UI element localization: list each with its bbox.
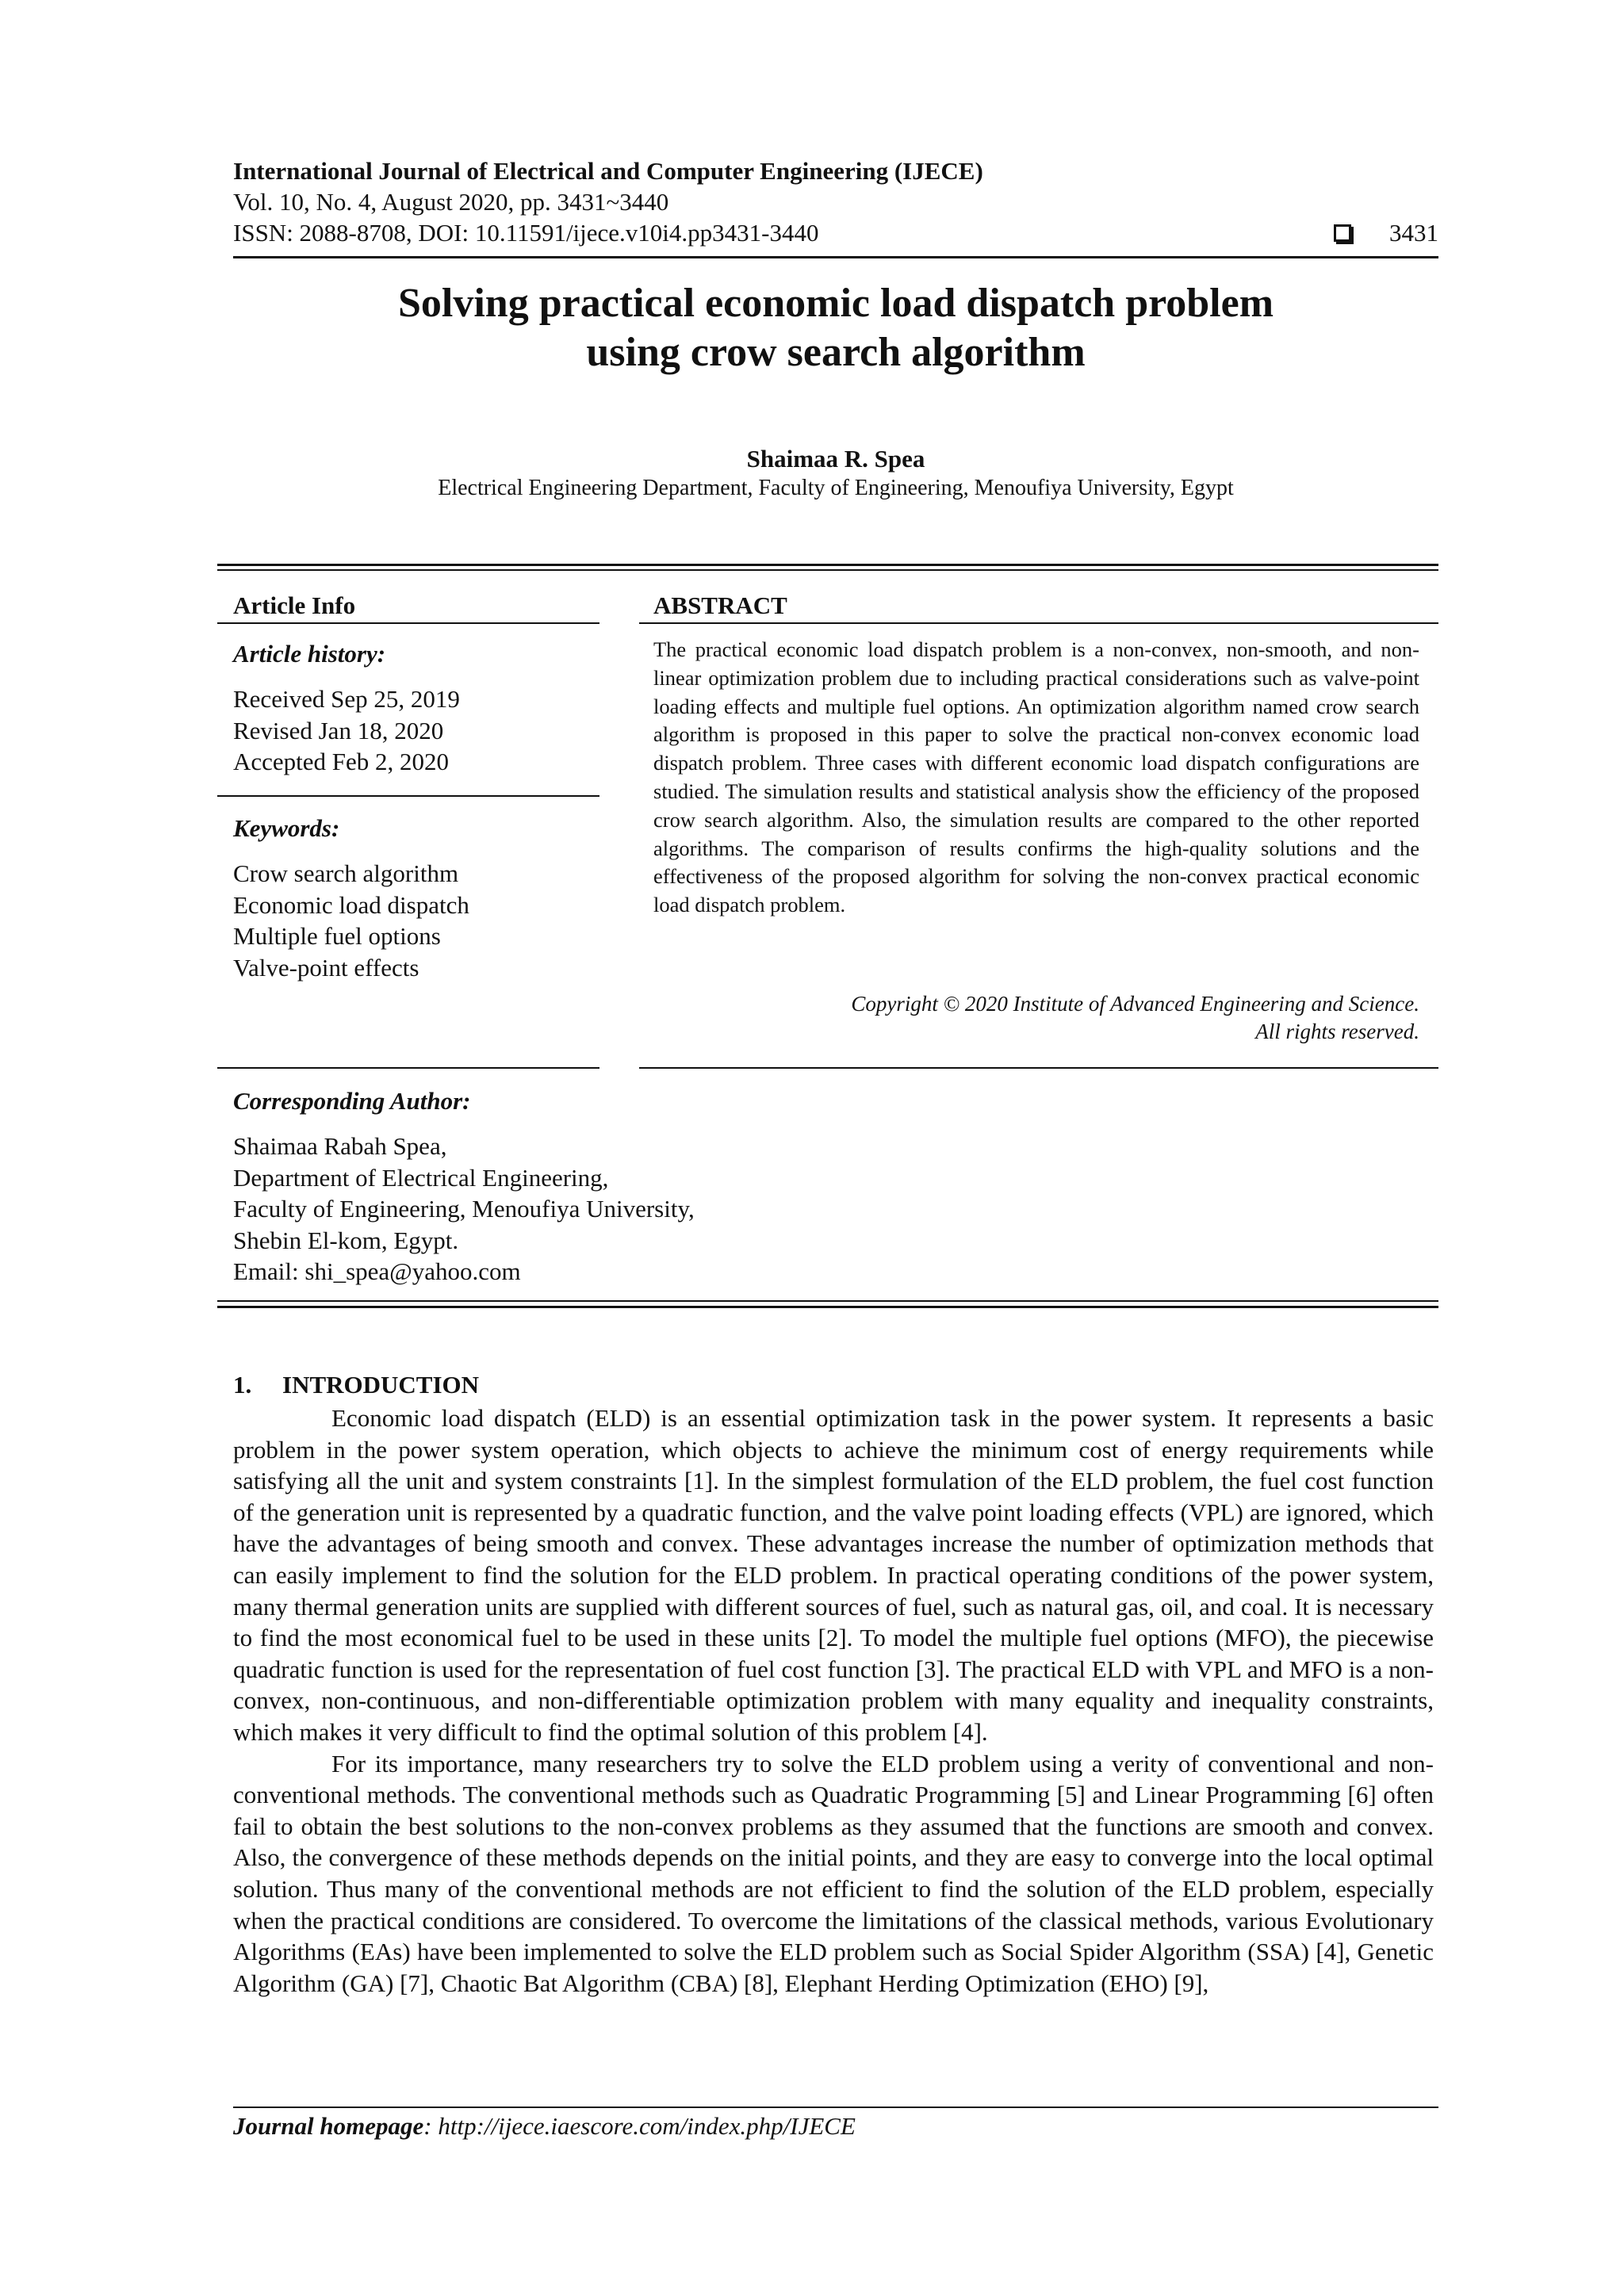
paper-title xyxy=(233,279,1438,377)
article-info-heading: Article Info xyxy=(233,591,356,619)
author-affiliation: Electrical Engineering Department, Faculty of Engineering, Menoufiya University, Egypt xyxy=(438,476,1234,500)
abstract-top-rule xyxy=(639,622,1438,624)
keywords-list xyxy=(233,858,599,983)
abstract-text: The practical economic load dispatch problem is a non-convex, non-smooth, and non-linear optimization problem due to including practical considerations such as valve-point loading effects and multiple fuel options. An optimization algorithm named crow search algorithm is proposed in this paper to solve the practical non-convex economic load dispatch problem. Three cases with different economic load dispatch configurations are studied. The simulation results and statistical analysis show the efficiency of the proposed crow search algorithm. Also, the simulation results are compared to the other reported algorithms. The comparison of results confirms the high-quality solutions and the effectiveness of the proposed algorithm for solving the non-convex practical economic load dispatch problem. xyxy=(653,637,1419,917)
history-keywords-rule xyxy=(217,795,599,797)
keywords-bottom-rule xyxy=(217,1067,599,1069)
abstract-bottom-rule xyxy=(639,1067,1438,1069)
corresponding-name: Shaimaa Rabah Spea, xyxy=(233,1132,447,1160)
running-header xyxy=(233,155,1438,248)
corresponding-faculty: Faculty of Engineering, Menoufiya University, xyxy=(233,1195,695,1223)
info-box-top-rule xyxy=(217,564,1438,566)
accepted-date: Accepted Feb 2, 2020 xyxy=(233,748,450,775)
copyright-line-2: All rights reserved. xyxy=(1255,1020,1419,1043)
square-bullet-icon xyxy=(1334,224,1351,242)
corresponding-email: Email: shi_spea@yahoo.com xyxy=(233,1257,521,1285)
article-history-list xyxy=(233,683,599,778)
section-heading-introduction: 1. INTRODUCTION xyxy=(233,1371,480,1399)
journal-homepage-footer xyxy=(233,2111,856,2141)
keyword-item: Valve-point effects xyxy=(233,953,419,982)
abstract-heading: ABSTRACT xyxy=(653,591,787,619)
footer-label: Journal homepage xyxy=(233,2112,424,2140)
author-name: Shaimaa R. Spea xyxy=(746,445,925,473)
corresponding-city: Shebin El-kom, Egypt. xyxy=(233,1226,459,1254)
introduction-paragraph-2: For its importance, many researchers try to solve the ELD problem using a verity of conventional and non-conventional methods. The conventional methods such as Quadratic Programming [5] and Linear Programming [6] often fail to obtain the best solutions to the non-convex problems as they assumed that the functions are smooth and convex. Also, the convergence of these methods depends on the initial points, and they are easy to converge into the local optimal solution. Thus many of the conventional methods are not efficient to find the solution of the ELD problem, especially when the practical conditions are considered. To overcome the limitations of the classical methods, various Evolutionary Algorithms (EAs) have been implemented to solve the ELD problem such as Social Spider Algorithm (SSA) [4], Genetic Algorithm (GA) [7], Chaotic Bat Algorithm (CBA) [8], Elephant Herding Optimization (EHO) [9], xyxy=(233,1749,1434,1997)
journal-homepage-link[interactable]: : http://ijece.iaescore.com/index.php/IJECE xyxy=(423,2112,856,2140)
keyword-item: Crow search algorithm xyxy=(233,859,459,887)
copyright-notice xyxy=(653,990,1419,1046)
keyword-item: Multiple fuel options xyxy=(233,922,441,950)
copyright-line-1: Copyright © 2020 Institute of Advanced Engineering and Science. xyxy=(851,992,1419,1016)
volume-info: Vol. 10, No. 4, August 2020, pp. 3431~3440 xyxy=(233,188,669,216)
keywords-heading: Keywords: xyxy=(233,814,340,842)
corresponding-author-details xyxy=(233,1131,1026,1288)
introduction-paragraph-1: Economic load dispatch (ELD) is an essential optimization task in the power system. It represents a basic problem in the power system operation, which objects to achieve the minimum cost of energy requirements while satisfying all the unit and system constraints [1]. In the simplest formulation of the ELD problem, the fuel cost function of the generation unit is represented by a quadratic function, and the valve point loading effects (VPL) are ignored, which have the advantages of being smooth and convex. These advantages increase the number of optimization methods that can easily implement to find the solution for the ELD problem. In practical operating conditions of the power system, many thermal generation units are supplied with different sources of fuel, such as natural gas, oil, and coal. It is necessary to find the most economical fuel to be used in these units [2]. To model the multiple fuel options (MFO), the piecewise quadratic function is used for the representation of fuel cost function [3]. The practical ELD with VPL and MFO is a non-convex, non-continuous, and non-differentiable optimization problem with many equality and inequality constraints, which makes it very difficult to find the optimal solution of this problem [4]. xyxy=(233,1404,1434,1746)
title-line-1: Solving practical economic load dispatch problem xyxy=(397,281,1274,326)
footer-rule xyxy=(233,2107,1438,2108)
page-number: 3431 xyxy=(1389,219,1438,247)
info-box-top-rule-inner xyxy=(217,569,1438,571)
title-line-2: using crow search algorithm xyxy=(586,330,1086,375)
journal-name: International Journal of Electrical and Computer Engineering (IJECE) xyxy=(233,157,983,185)
revised-date: Revised Jan 18, 2020 xyxy=(233,716,444,744)
keyword-item: Economic load dispatch xyxy=(233,890,469,919)
issn-doi: ISSN: 2088-8708, DOI: 10.11591/ijece.v10i4.pp3431-3440 xyxy=(233,219,819,247)
corresponding-department: Department of Electrical Engineering, xyxy=(233,1163,609,1192)
article-history-heading: Article history: xyxy=(233,640,386,668)
corresponding-author-heading: Corresponding Author: xyxy=(233,1087,471,1115)
received-date: Received Sep 25, 2019 xyxy=(233,685,460,713)
article-info-rule xyxy=(217,622,599,624)
info-box-bottom-rule-inner xyxy=(217,1300,1438,1302)
introduction-body xyxy=(233,1402,1434,1999)
info-box-bottom-rule xyxy=(217,1306,1438,1308)
header-rule xyxy=(233,256,1438,258)
